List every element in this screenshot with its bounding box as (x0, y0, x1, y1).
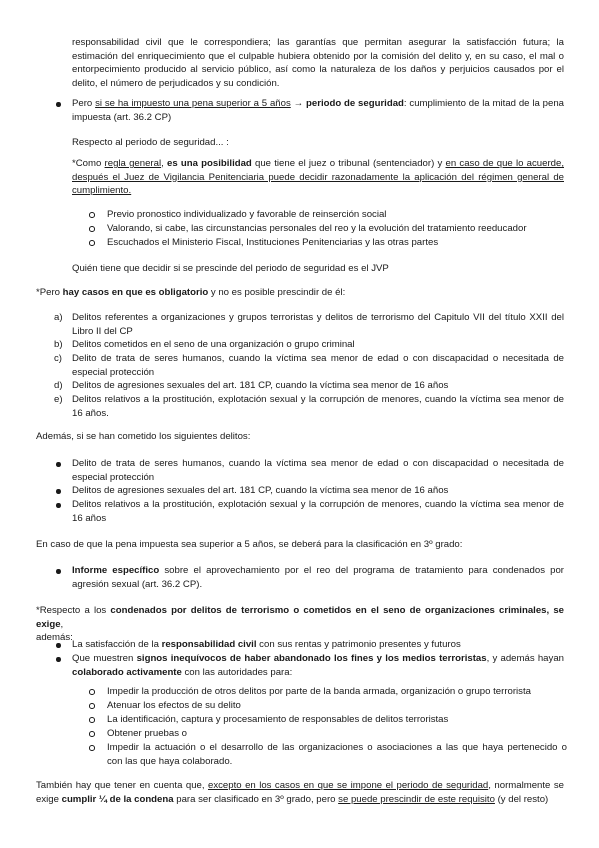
list-item (107, 208, 567, 222)
list-item-text: Escuchados el Ministerio Fiscal, Instituciones Penitenciarias y las otras partes (107, 237, 439, 248)
final-paragraph (36, 779, 564, 806)
bullet-dot-icon (56, 643, 61, 648)
intro-paragraph (72, 36, 564, 90)
list-item-d (72, 379, 564, 393)
ademas-text: Además, si se han cometido los siguientes delitos: (36, 431, 251, 442)
sub-item-text: Obtener pruebas o (107, 728, 188, 739)
final-bold: cumplir ¼ de la condena (61, 793, 174, 805)
list-item (107, 222, 567, 236)
list-marker: b) (54, 339, 63, 350)
item-pre: La satisfacción de la (72, 639, 162, 650)
list-item-text: Previo pronostico individualizado y favorable de reinserción social (107, 209, 387, 220)
list-item (72, 498, 564, 525)
como-underlined-3: después el Juez de Vigilancia Penitenciaria puede decidir razonadamente la aplicación del régimen general de (72, 171, 564, 183)
final-pre-2: exige (36, 793, 62, 805)
obligatorio-bold: hay casos en que es obligatorio (62, 287, 209, 298)
item-bold: responsabilidad civil (161, 639, 257, 650)
sub-item-text: Impedir la actuación o el desarrollo de las organizaciones o asociaciones a las que haya pertenecido o (107, 742, 567, 753)
como-underlined-2: en caso de que lo acuerde, (445, 158, 564, 169)
sub-item (107, 727, 567, 741)
quien-paragraph (72, 262, 564, 276)
bullet-dot-icon (56, 569, 61, 574)
informe-line (72, 564, 564, 578)
list-item-text: Delitos relativos a la prostitución, explotación sexual y la corrupción de menores, cuando la víctima sea menor de (72, 394, 564, 405)
item-post: , y además hayan (486, 653, 564, 664)
intro-line: responsabilidad civil que le correspondiera; las garantías que permitan asegurar la satisfacción futura; la (72, 37, 564, 48)
pena-underlined: si se ha impuesto una pena superior a 5 años (95, 98, 291, 109)
como-line (72, 184, 564, 198)
obligatorio-post: y no es posible prescindir de él: (208, 287, 346, 298)
como-comma: , (161, 158, 167, 169)
ademas-paragraph (36, 430, 564, 444)
pena-paragraph (72, 97, 564, 124)
informe-bold: Informe específico (72, 565, 160, 576)
list-item-text (72, 666, 564, 680)
como-underlined-4: cumplimiento. (72, 185, 132, 197)
como-paragraph (72, 157, 564, 198)
terror-post: , (60, 618, 64, 630)
bullet-dot-icon (56, 462, 61, 467)
bullet-dot-icon (56, 657, 61, 662)
quien-text: Quién tiene que decidir si se prescinde del periodo de seguridad es el JVP (72, 263, 389, 274)
como-line (72, 171, 564, 185)
obligatorio-line (36, 286, 564, 300)
item-post: con las autoridades para: (181, 666, 293, 678)
pena-bold: periodo de seguridad (306, 98, 404, 109)
terror-line: además: (36, 632, 73, 644)
informe-item (72, 564, 564, 591)
como-bold: es una posibilidad (167, 158, 252, 169)
list-item (72, 652, 564, 679)
como-star: *Como (72, 158, 105, 169)
sub-item (107, 741, 567, 768)
list-item-text: especial protección (72, 471, 155, 483)
list-item-text: especial protección (72, 366, 155, 378)
pena-pre: Pero (72, 98, 96, 109)
list-item-text: Delitos cometidos en el seno de una organización o grupo criminal (72, 339, 355, 350)
final-mid: , normalmente se (488, 780, 564, 791)
bullet-dot-icon (56, 503, 61, 508)
final-underlined-1: excepto en los casos en que se impone el periodo de seguridad (208, 780, 489, 791)
bullet-ring-icon (89, 717, 95, 723)
intro-line: estimación del enriquecimiento que el culpable hubiera obtenido por la comisión del delito y, en su caso, el mal o (72, 50, 564, 62)
terror-pre: *Respecto a los (36, 605, 111, 616)
terror-line (36, 604, 564, 631)
pena-line (72, 97, 564, 111)
list-item (72, 484, 564, 498)
bullet-ring-icon (89, 731, 95, 737)
sub-item (107, 699, 567, 713)
como-underlined-1: regla general (104, 158, 162, 169)
list-item-a (72, 311, 564, 338)
sub-item-text: La identificación, captura y procesamiento de responsables de delitos terroristas (107, 714, 449, 725)
list-item-text: Valorando, si cabe, las circunstancias personales del reo y la evolución del tratamiento reeducador (107, 223, 527, 234)
sub-item (107, 685, 567, 699)
arrow-icon: → (290, 98, 307, 109)
pena-line: impuesta (art. 36.2 CP) (72, 111, 172, 123)
bullet-ring-icon (89, 689, 95, 695)
final-line (36, 793, 564, 807)
respecto-paragraph (72, 136, 564, 150)
list-item-text (72, 652, 564, 666)
item-pre: Que muestren (72, 653, 137, 664)
list-marker: a) (54, 312, 63, 323)
list-item-text: 16 años (72, 512, 107, 524)
list-item-b (72, 338, 564, 352)
bullet-dot-icon (56, 489, 61, 494)
pena-rest: : cumplimiento de la mitad de la pena (403, 98, 564, 109)
item-bold: colaborado activamente (72, 666, 182, 678)
list-item-text: Delito de trata de seres humanos, cuando la víctima sea menor de edad o con discapacidad o necesitada de (72, 458, 564, 469)
list-item-text: 16 años. (72, 407, 109, 419)
list-item-text: Delitos referentes a organizaciones y grupos terroristas y delitos de terrorismo del Capitulo VII del título XXII del (72, 312, 564, 323)
caso-text: En caso de que la pena impuesta sea superior a 5 años, se deberá para la clasificación en 3º grado: (36, 539, 463, 550)
sub-item (107, 713, 567, 727)
list-item-text: Delitos de agresiones sexuales del art. 181 CP, cuando la víctima sea menor de 16 años (72, 485, 449, 496)
list-marker: e) (54, 394, 63, 405)
como-mid: que tiene el juez o tribunal (sentenciador) y (251, 158, 446, 169)
bullet-ring-icon (89, 226, 95, 232)
sub-item-text: con las que haya colaborado. (107, 755, 233, 767)
list-item-text: Delitos relativos a la prostitución, explotación sexual y la corrupción de menores, cuando la víctima sea menor de (72, 499, 564, 510)
caso-paragraph (36, 538, 564, 552)
sub-item-text: Impedir la producción de otros delitos por parte de la banda armada, organización o grupo terrorista (107, 686, 531, 697)
obligatorio-paragraph (36, 286, 564, 300)
final-underlined-2: se puede prescindir de este requisito (338, 793, 495, 805)
final-pre: También hay que tener en cuenta que, (36, 780, 208, 791)
list-item (72, 638, 564, 652)
como-line (72, 157, 564, 171)
informe-rest: sobre el aprovechamiento por el reo del programa de tratamiento para condenados por (159, 565, 564, 576)
item-bold: signos inequívocos de haber abandonado los fines y los medios terroristas (136, 653, 487, 664)
terror-bold: condenados por delitos de terrorismo o cometidos en el seno de organizaciones criminales, se exige (36, 605, 565, 630)
list-marker: d) (54, 380, 63, 391)
list-item-e (72, 393, 564, 420)
bullet-ring-icon (89, 703, 95, 709)
list-marker: c) (54, 353, 62, 364)
list-item-text: Delitos de agresiones sexuales del art. 181 CP, cuando la víctima sea menor de 16 años (72, 380, 449, 391)
list-item-text: Libro II del CP (72, 325, 133, 337)
final-line (36, 779, 564, 793)
final-mid-2: para ser clasificado en 3º grado, pero (173, 793, 339, 805)
item-post: con sus rentas y patrimonio presentes y futuros (256, 639, 461, 650)
final-post: (y del resto) (494, 793, 549, 805)
list-item-c (72, 352, 564, 379)
bullet-ring-icon (89, 240, 95, 246)
informe-line: agresión sexual (art. 36.2 CP). (72, 578, 203, 590)
bullet-dot-icon (56, 102, 61, 107)
obligatorio-pre: *Pero (36, 287, 63, 298)
intro-line: entorpecimiento producido al servicio público, así como la naturaleza de los daños y perjuicios causados por el (72, 64, 564, 76)
list-item-text (72, 638, 564, 652)
list-item-text: Delito de trata de seres humanos, cuando la víctima sea menor de edad o con discapacidad o necesitada de (72, 353, 564, 364)
bullet-ring-icon (89, 212, 95, 218)
respecto-text: Respecto al periodo de seguridad... : (72, 137, 229, 148)
list-item (72, 457, 564, 484)
sub-item-text: Atenuar los efectos de su delito (107, 700, 241, 711)
list-item (107, 236, 567, 250)
intro-line: delito, el número de perjudicados y su condición. (72, 77, 280, 89)
bullet-ring-icon (89, 745, 95, 751)
